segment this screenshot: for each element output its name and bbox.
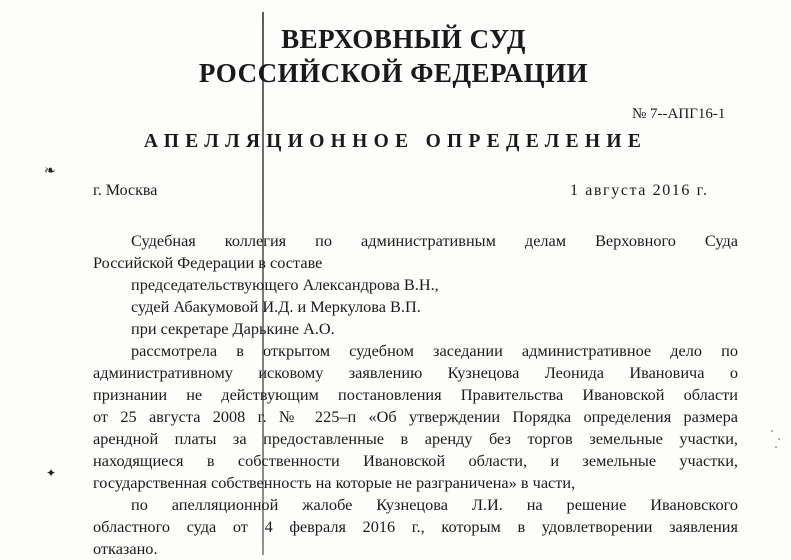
text-line: признании не действующим постановления Правительства Ивановской области — [93, 385, 738, 404]
case-number: № 7--АПГ16-1 — [632, 106, 726, 122]
city: г. Москва — [93, 182, 158, 199]
paragraph-case — [93, 362, 738, 472]
text-line: по апелляционной жалобе Кузнецова Л.И. на решение Ивановского — [131, 495, 738, 514]
paragraph-appeal — [93, 516, 738, 538]
text-line: рассмотрела в открытом судебном заседании административное дело по — [131, 341, 738, 360]
paragraph-case-first-line — [131, 340, 738, 362]
scan-dot — [771, 430, 773, 432]
text-line: административному исковому заявлению Кузнецова Леонида Ивановича о — [93, 363, 738, 382]
document-title: АПЕЛЛЯЦИОННОЕ ОПРЕДЕЛЕНИЕ — [143, 131, 648, 152]
paragraph-collegium — [131, 230, 738, 252]
document-date: 1 августа 2016 г. — [570, 182, 709, 199]
paragraph-appeal-first-line — [131, 494, 738, 516]
text-line: находящиеся в собственности Ивановской области, и земельные участки, — [93, 451, 738, 470]
scan-dot — [775, 446, 777, 448]
text-line: от 25 августа 2008 г. № 225–п «Об утверждении Порядка определения размера — [93, 407, 738, 426]
judges: судей Абакумовой И.Д. и Меркулова В.П. — [131, 297, 421, 316]
court-name-line2: РОССИЙСКОЙ ФЕДЕРАЦИИ — [198, 58, 589, 88]
scan-dot — [778, 438, 780, 440]
court-name-line1: ВЕРХОВНЫЙ СУД — [281, 24, 526, 54]
scan-speck: ✦ — [46, 466, 57, 480]
text-line: Российской Федерации в составе — [93, 253, 323, 272]
scan-speck: ❧ — [44, 164, 56, 179]
presiding-judge: председательствующего Александрова В.Н., — [131, 275, 439, 294]
secretary: при секретаре Дарькине А.О. — [131, 319, 335, 338]
text-line: областного суда от 4 февраля 2016 г., которым в удовлетворении заявления — [93, 517, 738, 536]
text-line: отказано. — [93, 539, 158, 558]
text-line: арендной платы за предоставленные в аренду без торгов земельные участки, — [93, 429, 738, 448]
text-line: государственная собственность на которые не разграничена» в части, — [93, 473, 576, 492]
text-line: Судебная коллегия по административным делам Верховного Суда — [131, 231, 738, 250]
